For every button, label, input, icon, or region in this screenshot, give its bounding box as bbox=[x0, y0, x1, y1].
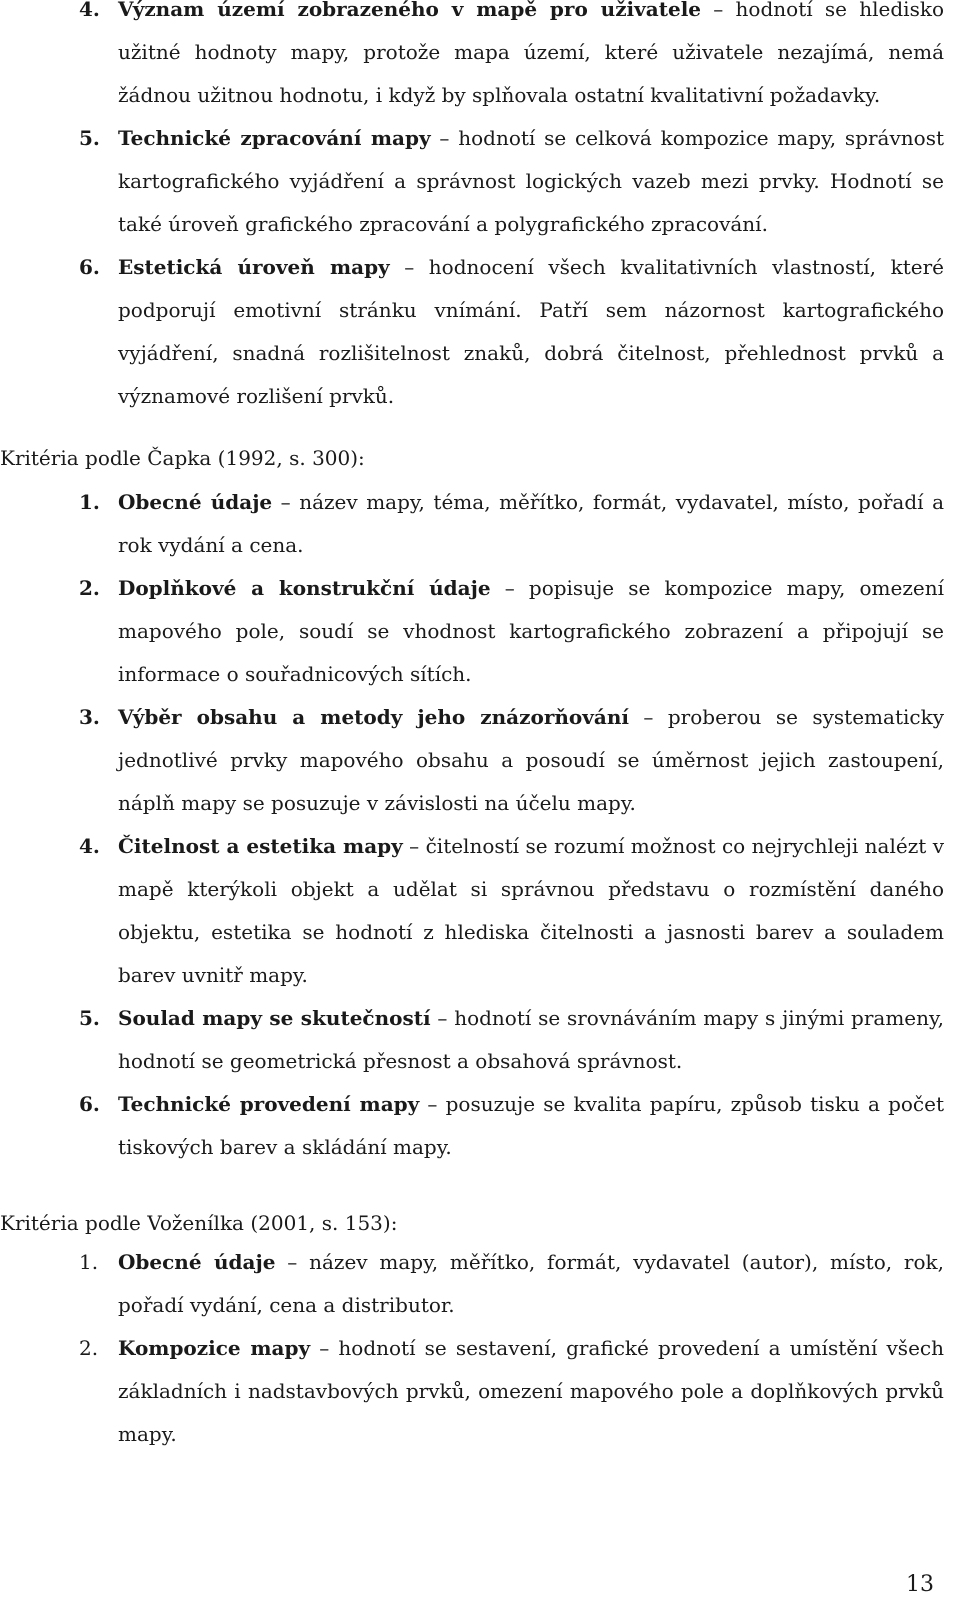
item-term: Doplňkové a konstrukční údaje bbox=[118, 576, 491, 600]
item-term: Obecné údaje bbox=[118, 1250, 276, 1274]
item-text: – hodnotí se celková kompozice mapy, správnost kartografického vyjádření a správnost logických vazeb mezi prvky. Hodnotí se také úroveň grafického zpracování a polygrafického zpracování. bbox=[118, 126, 944, 236]
item-term: Technické zpracování mapy bbox=[118, 126, 431, 150]
item-number: 4. bbox=[79, 0, 100, 21]
list-item bbox=[0, 481, 944, 567]
item-term: Čitelnost a estetika mapy bbox=[118, 834, 403, 858]
section-heading-capek: Kritéria podle Čapka (1992, s. 300): bbox=[0, 446, 365, 470]
item-text: – název mapy, téma, měřítko, formát, vydavatel, místo, pořadí a rok vydání a cena. bbox=[118, 490, 944, 557]
item-number: 2. bbox=[79, 576, 100, 600]
list-item bbox=[0, 1241, 944, 1327]
item-term: Výběr obsahu a metody jeho znázorňování bbox=[118, 705, 629, 729]
list-item bbox=[0, 696, 944, 825]
item-number: 4. bbox=[79, 834, 100, 858]
item-text: – hodnotí se sestavení, grafické provedení a umístění všech základních i nadstavbových prvků, omezení mapového pole a doplňkových prvků mapy. bbox=[118, 1336, 944, 1446]
list-item bbox=[0, 1327, 944, 1456]
criteria-list-vozenilek bbox=[0, 1241, 944, 1456]
item-text: – proberou se systematicky jednotlivé prvky mapového obsahu a posoudí se úměrnost jejich zastoupení, náplň mapy se posuzuje v závislosti na účelu mapy. bbox=[118, 705, 944, 815]
list-item bbox=[0, 567, 944, 696]
item-number: 1. bbox=[79, 490, 100, 514]
item-number: 1. bbox=[79, 1250, 99, 1274]
item-text: – posuzuje se kvalita papíru, způsob tisku a počet tiskových barev a skládání mapy. bbox=[118, 1092, 944, 1159]
section-heading-vozenilek: Kritéria podle Voženílka (2001, s. 153): bbox=[0, 1211, 398, 1235]
item-number: 6. bbox=[79, 255, 100, 279]
item-term: Technické provedení mapy bbox=[118, 1092, 420, 1116]
item-text: – popisuje se kompozice mapy, omezení mapového pole, soudí se vhodnost kartografického zobrazení a připojují se informace o souřadnicových sítích. bbox=[118, 576, 944, 686]
list-item bbox=[0, 117, 944, 246]
item-term: Soulad mapy se skutečností bbox=[118, 1006, 431, 1030]
list-item bbox=[0, 997, 944, 1083]
item-number: 3. bbox=[79, 705, 100, 729]
item-term: Obecné údaje bbox=[118, 490, 273, 514]
item-number: 5. bbox=[79, 1006, 100, 1030]
item-term: Estetická úroveň mapy bbox=[118, 255, 390, 279]
item-text: – název mapy, měřítko, formát, vydavatel (autor), místo, rok, pořadí vydání, cena a distributor. bbox=[118, 1250, 944, 1317]
page-number: 13 bbox=[906, 1572, 934, 1597]
item-number: 5. bbox=[79, 126, 100, 150]
list-item bbox=[0, 0, 944, 117]
criteria-list-capek bbox=[0, 481, 944, 1169]
list-item bbox=[0, 1083, 944, 1169]
list-item bbox=[0, 825, 944, 997]
item-text: – hodnotí se hledisko užitné hodnoty mapy, protože mapa území, které uživatele nezajímá, nemá žádnou užitnou hodnotu, i když by splňovala ostatní kvalitativní požadavky. bbox=[118, 0, 944, 107]
item-text: – hodnotí se srovnáváním mapy s jinými prameny, hodnotí se geometrická přesnost a obsahová správnost. bbox=[118, 1006, 944, 1073]
item-text: – hodnocení všech kvalitativních vlastností, které podporují emotivní stránku vnímání. Patří sem názornost kartografického vyjádření, snadná rozlišitelnost znaků, dobrá čitelnost, přehlednost prvků a významové rozlišení prvků. bbox=[118, 255, 944, 408]
item-text: – čitelností se rozumí možnost co nejrychleji nalézt v mapě kterýkoli objekt a udělat si správnou představu o rozmístění daného objektu, estetika se hodnotí z hlediska čitelnosti a jasnosti barev a souladem barev uvnitř mapy. bbox=[118, 834, 944, 987]
item-term: Kompozice mapy bbox=[118, 1336, 311, 1360]
list-item bbox=[0, 246, 944, 418]
criteria-list-continued bbox=[0, 0, 944, 418]
item-term: Význam území zobrazeného v mapě pro uživatele bbox=[118, 0, 702, 21]
item-number: 2. bbox=[79, 1336, 99, 1360]
item-number: 6. bbox=[79, 1092, 100, 1116]
